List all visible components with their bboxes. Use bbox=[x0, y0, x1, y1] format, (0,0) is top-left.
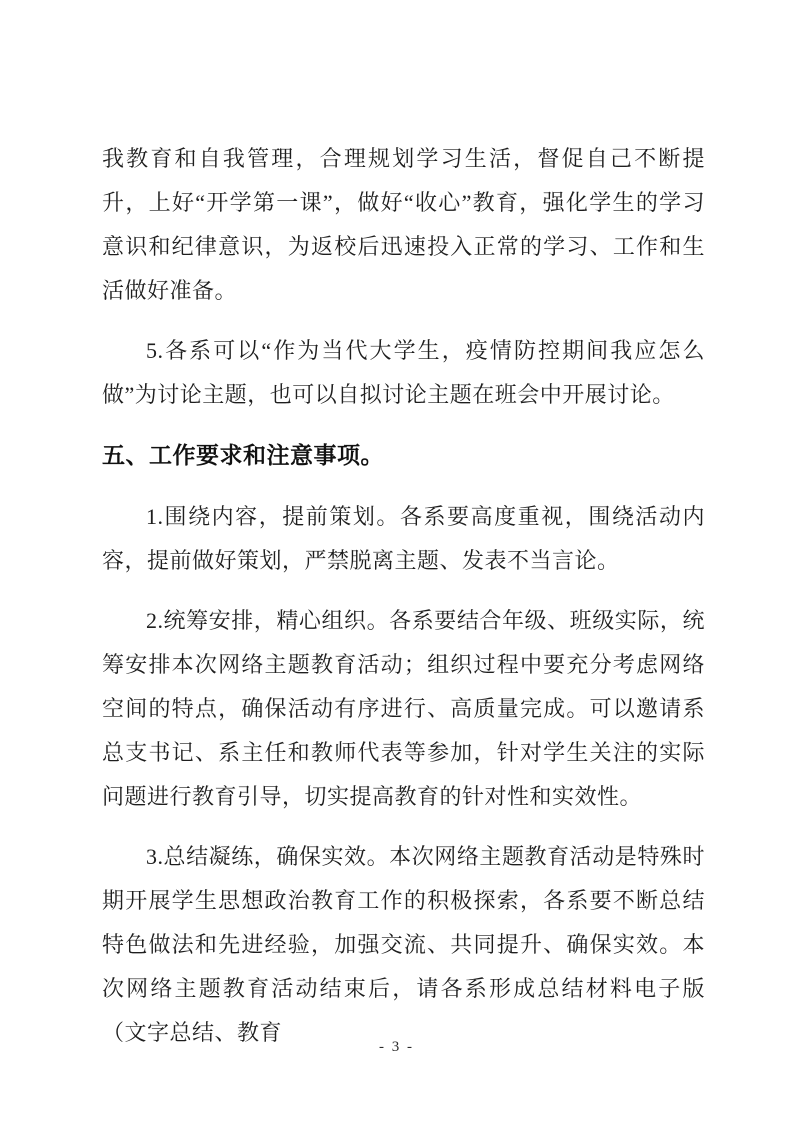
section-heading: 五、工作要求和注意事项。 bbox=[102, 442, 384, 468]
paragraph-continuation: 我教育和自我管理，合理规划学习生活，督促自己不断提升，上好“开学第一课”，做好“收心”教育，强化学生的学习意识和纪律意识，为返校后迅速投入正常的学习、工作和生活做好准备。 bbox=[102, 146, 705, 303]
paragraph-item-1: 1.围绕内容，提前策划。各系要高度重视，围绕活动内容，提前做好策划，严禁脱离主题、发表不当言论。 bbox=[102, 504, 705, 573]
document-body bbox=[102, 137, 705, 1071]
paragraph-item-3: 3.总结凝练，确保实效。本次网络主题教育活动是特殊时期开展学生思想政治教育工作的积极探索，各系要不断总结特色做法和先进经验，加强交流、共同提升、确保实效。本次网络主题教育活动结束后，请各系形成总结材料电子版（文字总结、教育 bbox=[102, 844, 705, 1045]
paragraph-item-5: 5.各系可以“作为当代大学生，疫情防控期间我应怎么做”为讨论主题，也可以自拟讨论主题在班会中开展讨论。 bbox=[102, 338, 705, 407]
paragraph-item-2: 2.统筹安排，精心组织。各系要结合年级、班级实际，统筹安排本次网络主题教育活动；组织过程中要充分考虑网络空间的特点，确保活动有序进行、高质量完成。可以邀请系总支书记、系主任和教师代表等参加，针对学生关注的实际问题进行教育引导，切实提高教育的针对性和实效性。 bbox=[102, 608, 705, 809]
page-number: - 3 - bbox=[379, 1039, 414, 1055]
